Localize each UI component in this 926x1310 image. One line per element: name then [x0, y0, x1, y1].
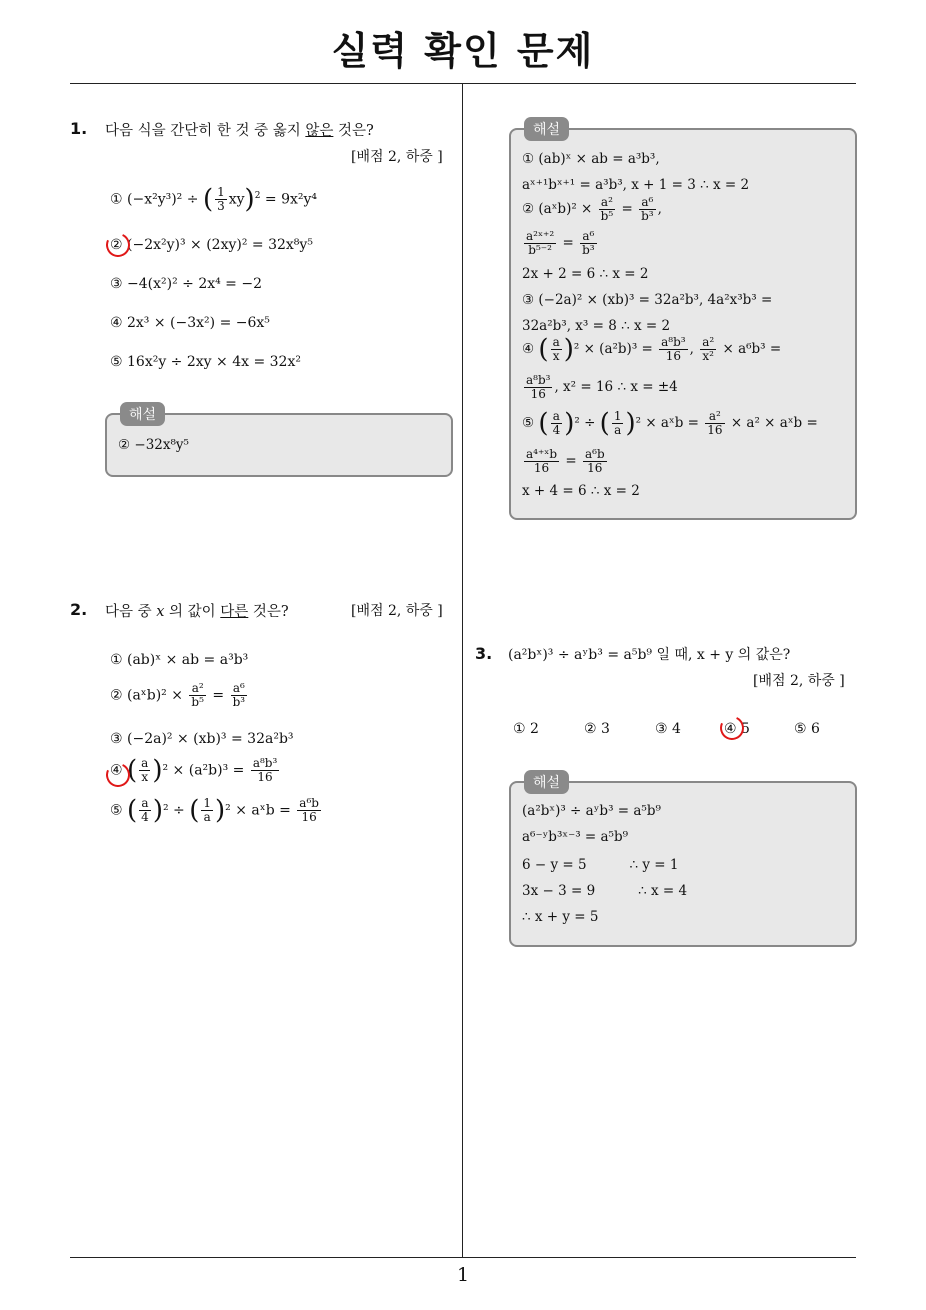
- q2-solution-tag: 해설: [524, 117, 569, 141]
- q2-sol-line-1: ① (ab)ˣ × ab = a³b³,: [522, 151, 660, 167]
- q3-choice-4[interactable]: ④ 5: [724, 721, 750, 737]
- column-divider: [462, 83, 463, 1258]
- q2-sol-line-6: ③ (−2a)² × (xb)³ = 32a²b³, 4a²x³b³ =: [522, 292, 773, 308]
- question-1-text: 다음 식을 간단히 한 것 중 옳지 않은 것은?: [105, 123, 374, 139]
- q2-sol-line-7: 32a²b³, x³ = 8 ∴ x = 2: [522, 318, 671, 334]
- q2-option-5[interactable]: ⑤ ( $\frac{a}{4}$ )² ÷ ( $\frac{1}{a}$ )² × aˣb = $\frac{\text{a⁶b}}{16}$: [110, 795, 319, 826]
- q3-solution-tag: 해설: [524, 770, 569, 794]
- q3-sol-line-2: a⁶⁻ʸb³ˣ⁻³ = a⁵b⁹: [522, 829, 629, 845]
- question-3-number: 3.: [475, 644, 493, 663]
- question-2-number: 2.: [70, 600, 88, 619]
- q2-sol-line-3: ② (aˣb)² × $\frac{\text{a²}}{\text{b⁵}}$ = $\frac{\text{a⁶}}{\text{b³}}$ ,: [522, 195, 662, 224]
- q2-option-3[interactable]: ③ (−2a)² × (xb)³ = 32a²b³: [110, 731, 294, 747]
- q2-sol-line-8: ④ ( $\frac{a}{x}$ )² × (a²b)³ = $\frac{\text{a⁸b³}}{16}$ , $\frac{\text{a²}}{\text{x²}}$ × a⁶b³ =: [522, 334, 782, 365]
- q2-sol-line-9: $\frac{\text{a⁸b³}}{16}$ , x² = 16 ∴ x = ±4: [526, 373, 678, 402]
- q3-sol-line-3: 6 − y = 5 ∴ y = 1: [522, 857, 679, 873]
- q2-sol-line-2: aˣ⁺¹bˣ⁺¹ = a³b³, x + 1 = 3 ∴ x = 2: [522, 177, 750, 193]
- q2-sol-line-10: ⑤ ( $\frac{a}{4}$ )² ÷ ( $\frac{1}{a}$ )² × aˣb = $\frac{\text{a²}}{16}$ × a² × aˣb =: [522, 408, 818, 439]
- answer-circle-mark: [103, 230, 134, 261]
- q3-choice-1[interactable]: ① 2: [513, 721, 539, 737]
- q3-sol-line-4: 3x − 3 = 9 ∴ x = 4: [522, 883, 688, 899]
- q2-sol-line-4: $\frac{\text{a²ˣ⁺²}}{\text{b⁵⁻²}}$ = $\frac{\text{a⁶}}{\text{b³}}$: [526, 229, 595, 258]
- question-1-score: [배점 2, 하중 ]: [351, 149, 443, 165]
- q2-option-2[interactable]: ② (aˣb)² × $\frac{\text{a²}}{\text{b⁵}}$ = $\frac{\text{a⁶}}{\text{b³}}$: [110, 681, 246, 710]
- question-3-text: (a²bˣ)³ ÷ aʸb³ = a⁵b⁹ 일 때, x + y 의 값은?: [508, 647, 791, 663]
- question-2-text: 다음 중 x 의 값이 다른 것은?: [105, 604, 289, 620]
- q3-choice-2[interactable]: ② 3: [584, 721, 610, 737]
- q2-option-1[interactable]: ① (ab)ˣ × ab = a³b³: [110, 652, 249, 668]
- q1-option-5[interactable]: ⑤ 16x²y ÷ 2xy × 4x = 32x²: [110, 354, 301, 370]
- q2-sol-line-5: 2x + 2 = 6 ∴ x = 2: [522, 266, 649, 282]
- page-number: 1: [456, 1264, 470, 1286]
- question-2-score: [배점 2, 하중 ]: [351, 603, 443, 619]
- q2-option-4[interactable]: ④ ( $\frac{a}{x}$ )² × (a²b)³ = $\frac{\text{a⁸b³}}{16}$: [110, 755, 278, 786]
- question-1-number: 1.: [70, 119, 88, 138]
- q1-solution-tag: 해설: [120, 402, 165, 426]
- header-rule: [70, 83, 856, 84]
- answer-circle-mark: [717, 713, 748, 744]
- q1-option-4[interactable]: ④ 2x³ × (−3x²) = −6x⁵: [110, 315, 270, 331]
- q3-sol-line-5: ∴ x + y = 5: [522, 909, 599, 925]
- q3-sol-line-1: (a²bˣ)³ ÷ aʸb³ = a⁵b⁹: [522, 803, 661, 819]
- footer-rule: [70, 1257, 856, 1258]
- q3-choice-5[interactable]: ⑤ 6: [794, 721, 820, 737]
- q1-solution-text: ② −32x⁸y⁵: [118, 437, 189, 453]
- page-title: 실력 확인 문제: [331, 29, 595, 73]
- q3-choice-3[interactable]: ③ 4: [655, 721, 681, 737]
- q1-option-2[interactable]: ② (−2x²y)³ × (2xy)² = 32x⁸y⁵: [110, 237, 313, 253]
- q2-sol-line-12: x + 4 = 6 ∴ x = 2: [522, 483, 640, 499]
- q2-sol-line-11: $\frac{\text{a⁴⁺ˣb}}{16}$ = $\frac{\text{a⁶b}}{16}$: [526, 447, 605, 476]
- q1-option-1[interactable]: ① (−x²y³)² ÷ ( $\frac{1}{3}$ xy)$^2$ = 9x²y⁴: [110, 184, 318, 215]
- question-3-score: [배점 2, 하중 ]: [753, 673, 845, 689]
- q1-option-3[interactable]: ③ −4(x²)² ÷ 2x⁴ = −2: [110, 276, 262, 292]
